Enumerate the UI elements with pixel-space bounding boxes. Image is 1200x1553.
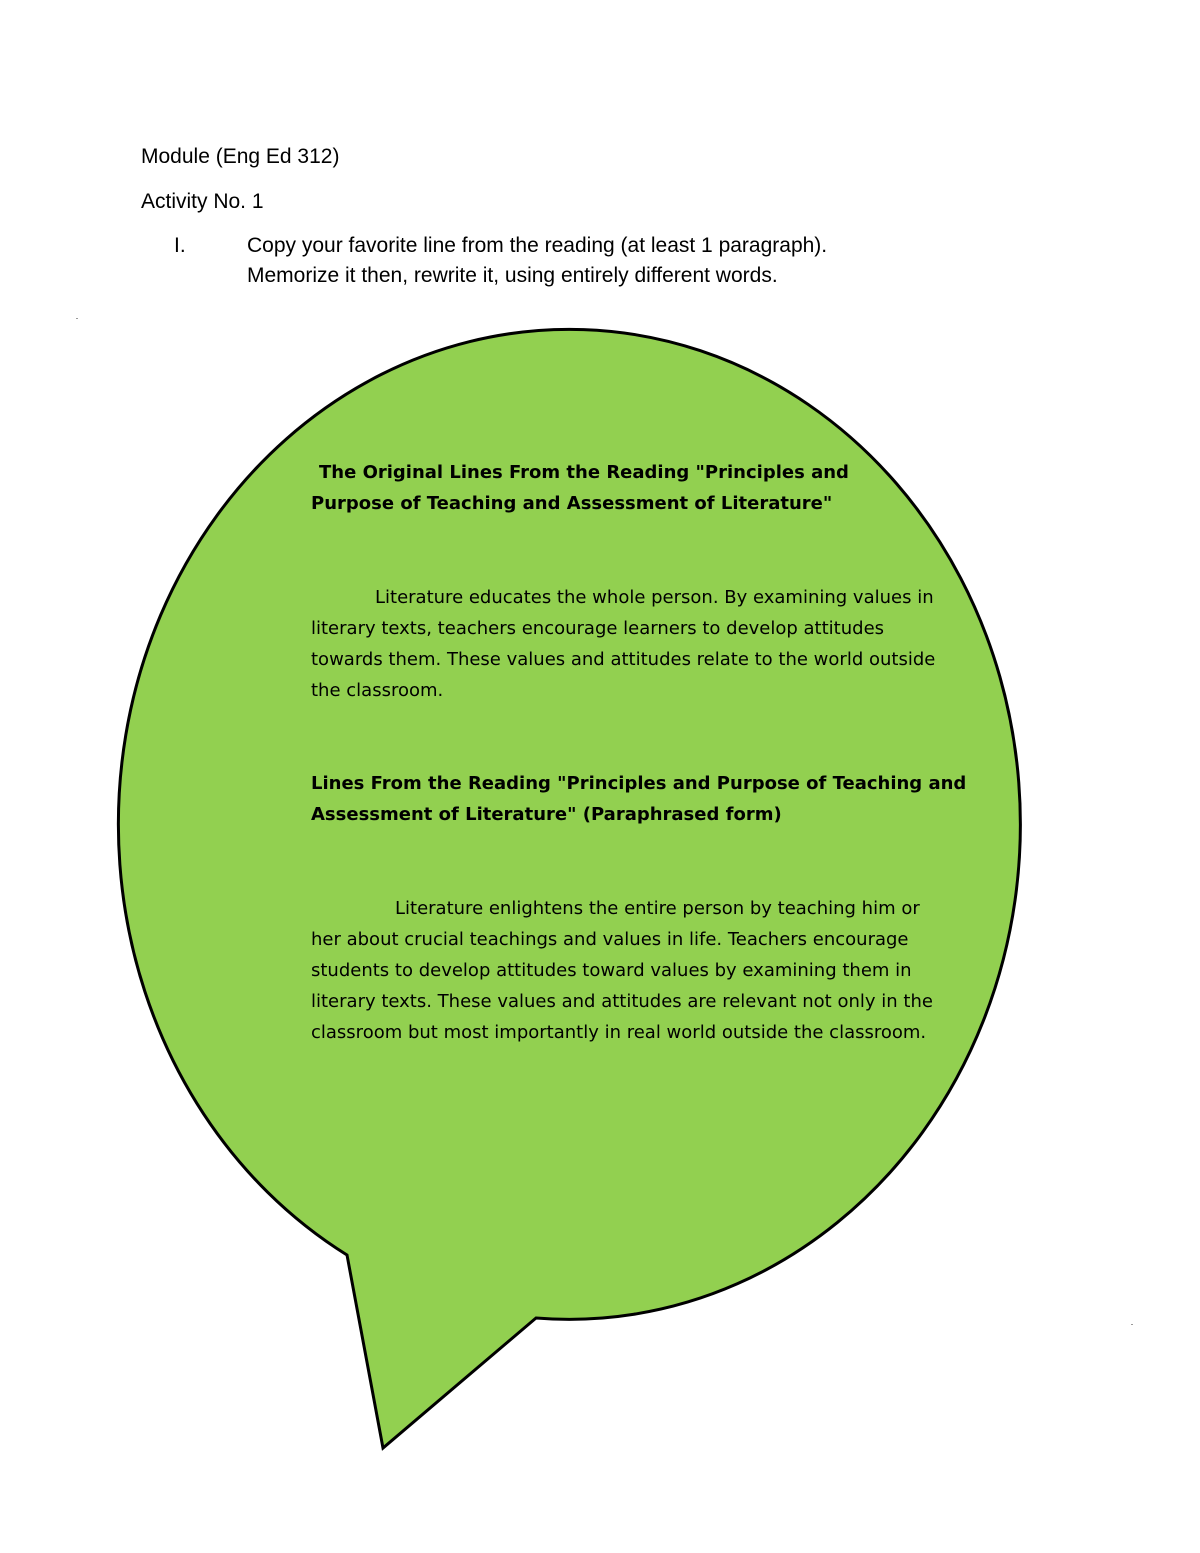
paraphrased-lines-paragraph bbox=[311, 893, 971, 1048]
original-lines-paragraph bbox=[311, 582, 971, 706]
stray-mark-left bbox=[76, 318, 78, 319]
activity-label: Activity No. 1 bbox=[141, 190, 264, 213]
original-heading-line-2: Purpose of Teaching and Assessment of Literature" bbox=[311, 493, 833, 514]
paraphrased-heading-line-2: Assessment of Literature" (Paraphrased form) bbox=[311, 804, 782, 825]
paraphrased-heading-line-1: Lines From the Reading "Principles and Purpose of Teaching and bbox=[311, 773, 967, 794]
instruction-number: I. bbox=[174, 234, 186, 257]
original-heading-line-1: The Original Lines From the Reading "Principles and bbox=[319, 462, 849, 483]
stray-mark-right bbox=[1131, 1324, 1133, 1325]
paraphrased-paragraph-text: Literature enlightens the entire person by teaching him or her about crucial teachings and values in life. Teachers encourage students to develop attitudes toward values by examining them in literary texts. These values and attitudes are relevant not only in the classroom but most importantly in real world outside the classroom. bbox=[311, 898, 933, 1043]
original-lines-heading bbox=[311, 457, 971, 519]
instruction-line-1: Copy your favorite line from the reading (at least 1 paragraph). bbox=[247, 234, 828, 257]
original-paragraph-text: Literature educates the whole person. By examining values in literary texts, teachers encourage learners to develop attitudes towards them. These values and attitudes relate to the world outside the classroom. bbox=[311, 587, 936, 701]
module-title: Module (Eng Ed 312) bbox=[141, 145, 340, 168]
instruction-line-2: Memorize it then, rewrite it, using entirely different words. bbox=[247, 264, 778, 287]
paraphrased-lines-heading bbox=[311, 768, 971, 830]
